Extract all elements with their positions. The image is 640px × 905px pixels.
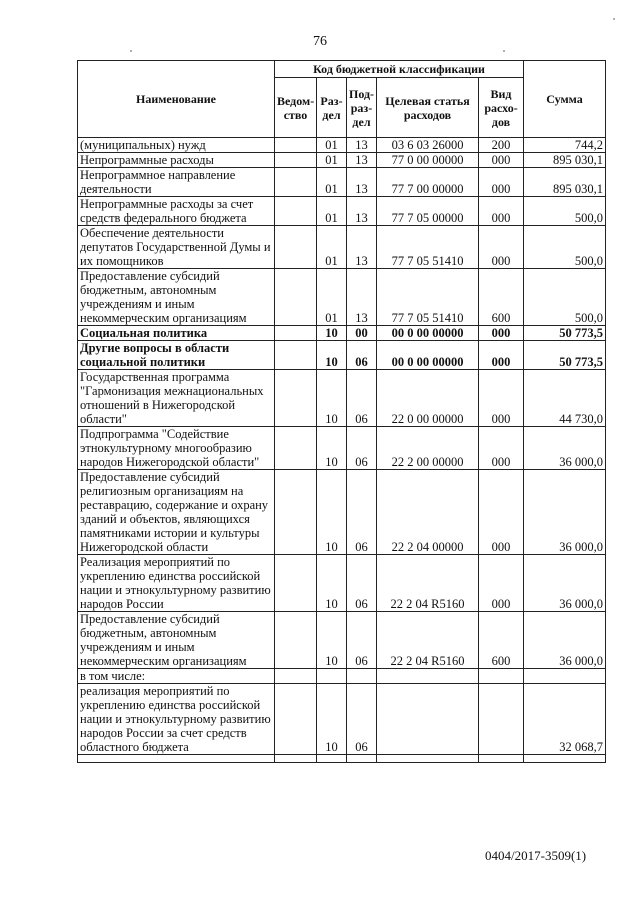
table-row [78, 269, 606, 326]
cell-summa: 36 000,0 [524, 555, 606, 612]
table-row [78, 370, 606, 427]
cell-vedomstvo [275, 168, 317, 197]
cell-vedomstvo [275, 755, 317, 763]
scan-speck [503, 50, 505, 52]
budget-table [77, 60, 606, 763]
cell-summa: 36 000,0 [524, 427, 606, 470]
table-row [78, 555, 606, 612]
cell-name: Обеспечение деятельности депутатов Государственной Думы и их помощников [78, 226, 275, 269]
cell-razdel: 10 [317, 470, 347, 555]
table-row [78, 153, 606, 168]
header-code-group: Код бюджетной классификации [275, 61, 524, 78]
cell-statya: 77 7 05 51410 [377, 269, 479, 326]
cell-vedomstvo [275, 669, 317, 684]
cell-statya: 77 7 05 00000 [377, 197, 479, 226]
cell-name: Реализация мероприятий по укреплению единства российской нации и этнокультурному развитию народов России [78, 555, 275, 612]
cell-summa: 44 730,0 [524, 370, 606, 427]
table-row [78, 669, 606, 684]
cell-vedomstvo [275, 555, 317, 612]
cell-name: Другие вопросы в области социальной политики [78, 341, 275, 370]
cell-razdel: 10 [317, 427, 347, 470]
cell-podrazdel [347, 669, 377, 684]
table-row [78, 138, 606, 153]
cell-podrazdel: 13 [347, 197, 377, 226]
cell-vid: 000 [479, 370, 524, 427]
cell-summa [524, 669, 606, 684]
scan-speck [613, 18, 615, 20]
cell-razdel [317, 669, 347, 684]
cell-podrazdel [347, 755, 377, 763]
cell-podrazdel: 06 [347, 427, 377, 470]
cell-razdel: 01 [317, 168, 347, 197]
cell-statya: 77 7 05 51410 [377, 226, 479, 269]
cell-name: Государственная программа "Гармонизация межнациональных отношений в Нижегородской области" [78, 370, 275, 427]
table-row [78, 326, 606, 341]
cell-podrazdel: 06 [347, 555, 377, 612]
cell-statya: 22 0 00 00000 [377, 370, 479, 427]
cell-statya: 22 2 04 R5160 [377, 555, 479, 612]
cell-summa: 500,0 [524, 226, 606, 269]
cell-summa: 36 000,0 [524, 612, 606, 669]
cell-summa: 50 773,5 [524, 341, 606, 370]
cell-name: Предоставление субсидий религиозным организациям на реставрацию, содержание и охрану зданий и объектов, являющихся памятниками истории и культуры Нижегородской области [78, 470, 275, 555]
cell-razdel: 01 [317, 197, 347, 226]
table-row [78, 470, 606, 555]
cell-vedomstvo [275, 153, 317, 168]
cell-vid [479, 684, 524, 755]
header-vedomstvo: Ведом-ство [275, 78, 317, 138]
cell-summa [524, 755, 606, 763]
cell-name: Непрограммные расходы за счет средств федерального бюджета [78, 197, 275, 226]
cell-name: в том числе: [78, 669, 275, 684]
cell-vid [479, 669, 524, 684]
cell-vedomstvo [275, 612, 317, 669]
table-row [78, 755, 606, 763]
cell-razdel: 10 [317, 612, 347, 669]
cell-summa: 500,0 [524, 269, 606, 326]
cell-statya: 03 6 03 26000 [377, 138, 479, 153]
cell-podrazdel: 00 [347, 326, 377, 341]
cell-statya: 22 2 00 00000 [377, 427, 479, 470]
table-row [78, 197, 606, 226]
table-row [78, 341, 606, 370]
cell-razdel: 10 [317, 370, 347, 427]
cell-name: Предоставление субсидий бюджетным, автономным учреждениям и иным некоммерческим организациям [78, 612, 275, 669]
cell-vedomstvo [275, 427, 317, 470]
cell-vid: 000 [479, 555, 524, 612]
cell-vedomstvo [275, 197, 317, 226]
table-row [78, 612, 606, 669]
cell-podrazdel: 06 [347, 684, 377, 755]
page-number: 76 [313, 34, 327, 49]
cell-razdel: 01 [317, 269, 347, 326]
cell-summa: 895 030,1 [524, 168, 606, 197]
cell-podrazdel: 06 [347, 341, 377, 370]
cell-name: (муниципальных) нужд [78, 138, 275, 153]
header-vid: Вид расхо-дов [479, 78, 524, 138]
header-statya: Целевая статья расходов [377, 78, 479, 138]
header-razdel: Раз-дел [317, 78, 347, 138]
cell-podrazdel: 13 [347, 269, 377, 326]
cell-vid: 600 [479, 269, 524, 326]
cell-name: реализация мероприятий по укреплению единства российской нации и этнокультурному развитию народов России за счет средств областного бюджета [78, 684, 275, 755]
header-summa: Сумма [524, 61, 606, 138]
cell-razdel: 01 [317, 226, 347, 269]
cell-vedomstvo [275, 138, 317, 153]
cell-razdel [317, 755, 347, 763]
cell-vid: 000 [479, 197, 524, 226]
cell-razdel: 01 [317, 138, 347, 153]
table-body [78, 138, 606, 763]
cell-vedomstvo [275, 226, 317, 269]
cell-statya [377, 684, 479, 755]
cell-statya: 00 0 00 00000 [377, 326, 479, 341]
cell-vedomstvo [275, 269, 317, 326]
cell-statya [377, 669, 479, 684]
cell-vid: 000 [479, 470, 524, 555]
cell-podrazdel: 06 [347, 470, 377, 555]
cell-statya: 22 2 04 00000 [377, 470, 479, 555]
cell-statya: 77 0 00 00000 [377, 153, 479, 168]
cell-razdel: 01 [317, 153, 347, 168]
cell-razdel: 10 [317, 341, 347, 370]
table-row [78, 684, 606, 755]
cell-podrazdel: 13 [347, 153, 377, 168]
table-row [78, 226, 606, 269]
cell-summa: 32 068,7 [524, 684, 606, 755]
cell-vid: 000 [479, 168, 524, 197]
cell-statya: 00 0 00 00000 [377, 341, 479, 370]
cell-summa: 744,2 [524, 138, 606, 153]
cell-statya: 22 2 04 R5160 [377, 612, 479, 669]
cell-vid: 000 [479, 341, 524, 370]
cell-vid [479, 755, 524, 763]
cell-razdel: 10 [317, 326, 347, 341]
cell-statya: 77 7 00 00000 [377, 168, 479, 197]
table-row [78, 427, 606, 470]
cell-vedomstvo [275, 326, 317, 341]
cell-summa: 500,0 [524, 197, 606, 226]
cell-statya [377, 755, 479, 763]
cell-name: Социальная политика [78, 326, 275, 341]
table-row [78, 168, 606, 197]
cell-podrazdel: 06 [347, 612, 377, 669]
cell-podrazdel: 13 [347, 138, 377, 153]
cell-razdel: 10 [317, 684, 347, 755]
cell-vedomstvo [275, 470, 317, 555]
cell-vid: 000 [479, 226, 524, 269]
cell-vid: 000 [479, 153, 524, 168]
cell-summa: 50 773,5 [524, 326, 606, 341]
cell-vedomstvo [275, 341, 317, 370]
cell-name: Непрограммное направление деятельности [78, 168, 275, 197]
cell-name: Подпрограмма "Содействие этнокультурному многообразию народов Нижегородской области" [78, 427, 275, 470]
header-name: Наименование [78, 61, 275, 138]
cell-podrazdel: 13 [347, 168, 377, 197]
cell-vid: 600 [479, 612, 524, 669]
scan-speck [130, 50, 132, 52]
cell-name: Непрограммные расходы [78, 153, 275, 168]
cell-vid: 000 [479, 326, 524, 341]
cell-razdel: 10 [317, 555, 347, 612]
cell-summa: 36 000,0 [524, 470, 606, 555]
cell-podrazdel: 13 [347, 226, 377, 269]
cell-vid: 200 [479, 138, 524, 153]
cell-vedomstvo [275, 684, 317, 755]
cell-name [78, 755, 275, 763]
cell-vid: 000 [479, 427, 524, 470]
cell-summa: 895 030,1 [524, 153, 606, 168]
cell-vedomstvo [275, 370, 317, 427]
cell-name: Предоставление субсидий бюджетным, автономным учреждениям и иным некоммерческим организациям [78, 269, 275, 326]
document-code: 0404/2017-3509(1) [485, 848, 587, 863]
header-podrazdel: Под-раз-дел [347, 78, 377, 138]
cell-podrazdel: 06 [347, 370, 377, 427]
